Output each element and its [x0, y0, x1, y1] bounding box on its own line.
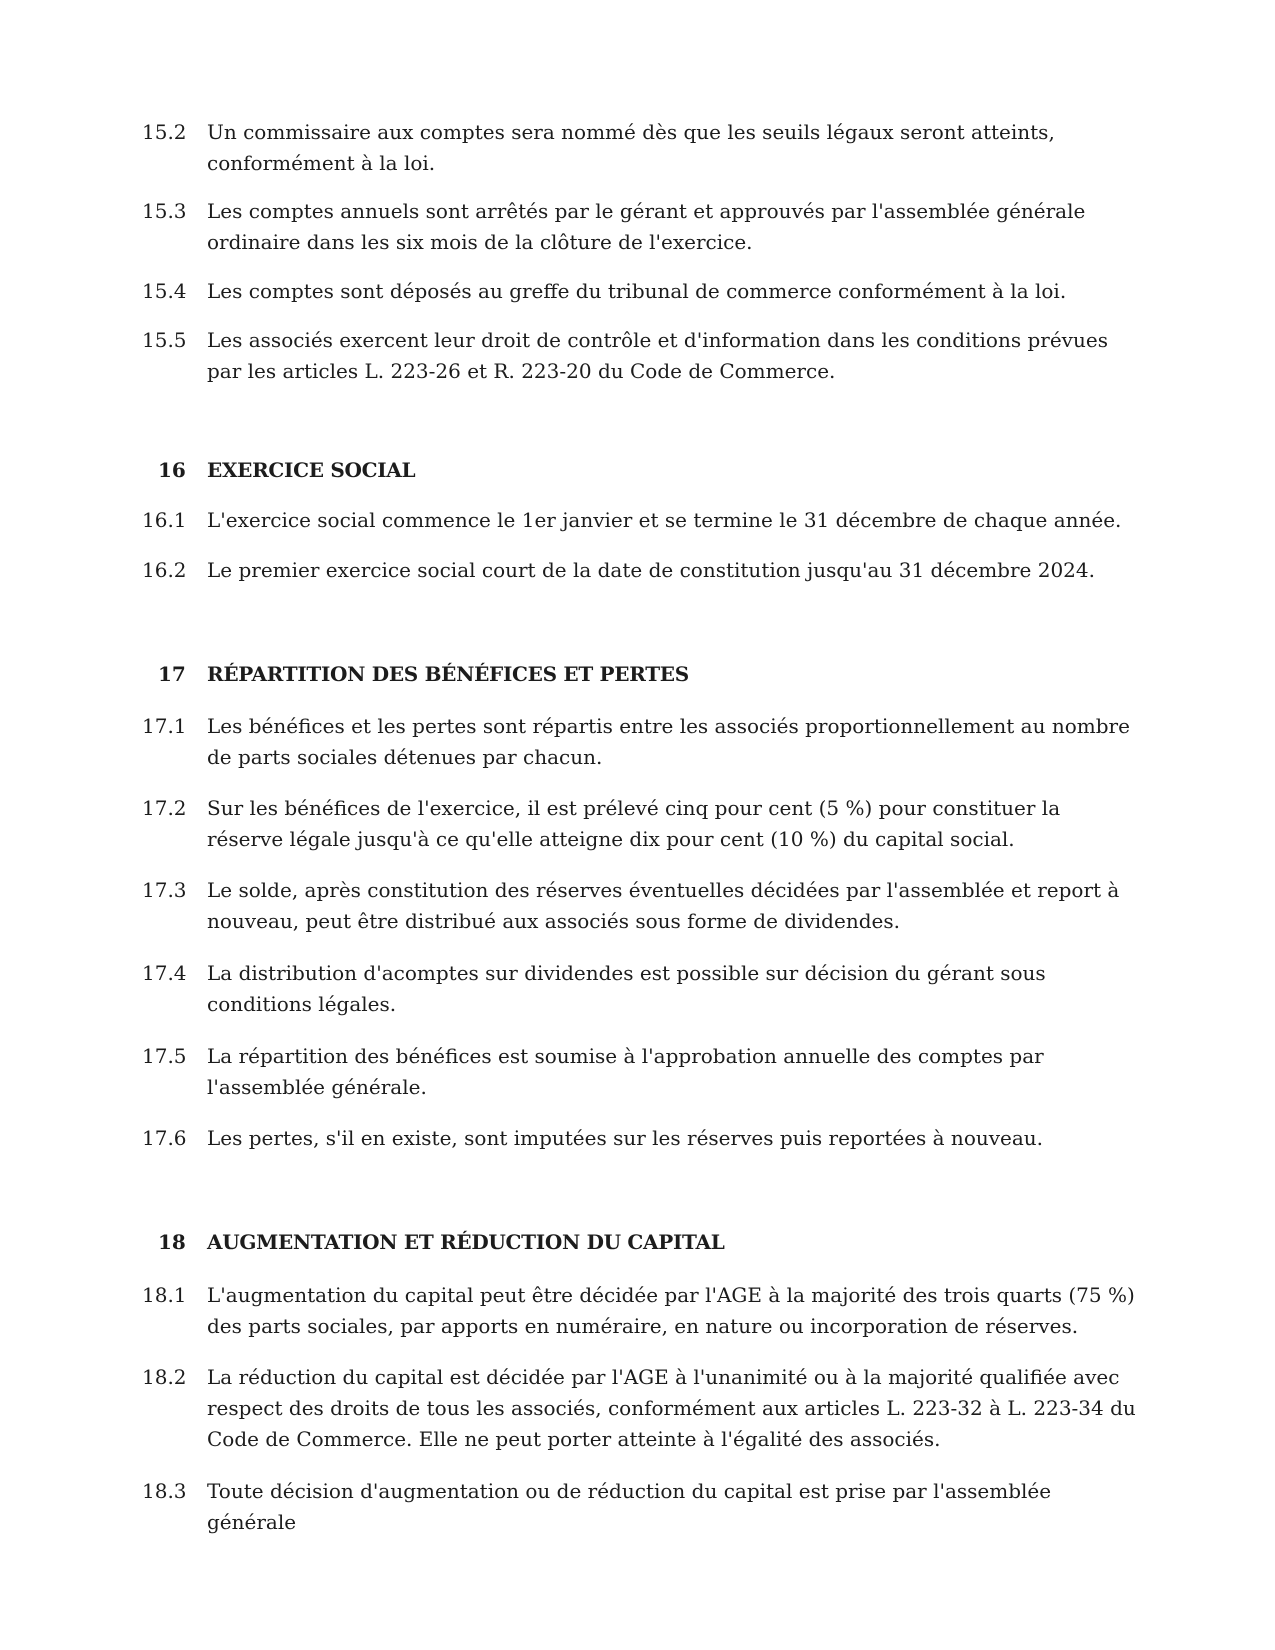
- clause-text: La réduction du capital est décidée par l'AGE à l'unanimité ou à la majorité qualifiée avec respect des droits de tous les associés, conformément aux articles L. 223-32 à L. 223-34 du Code de Commerce. Elle ne peut porter atteinte à l'égalité des associés.: [207, 1365, 1136, 1451]
- clause-number: 15.5: [142, 328, 187, 352]
- clause-number: 17.1: [142, 714, 187, 738]
- clause-number: 18.3: [142, 1479, 187, 1503]
- clause-number: 17.6: [142, 1126, 187, 1150]
- clause-number: 16.2: [142, 558, 187, 582]
- clause-number: 15.3: [142, 199, 187, 223]
- clause-text: Le solde, après constitution des réserves éventuelles décidées par l'assemblée et report à nouveau, peut être distribué aux associés sous forme de dividendes.: [207, 878, 1120, 933]
- clause-text: L'exercice social commence le 1er janvier et se termine le 31 décembre de chaque année.: [207, 508, 1122, 532]
- clause-text: Les associés exercent leur droit de contrôle et d'information dans les conditions prévues par les articles L. 223-26 et R. 223-20 du Code de Commerce.: [207, 328, 1108, 383]
- clause-text: L'augmentation du capital peut être décidée par l'AGE à la majorité des trois quarts (75 %) des parts sociales, par apports en numéraire, en nature ou incorporation de réserves.: [207, 1283, 1135, 1338]
- clause-text: Les pertes, s'il en existe, sont imputées sur les réserves puis reportées à nouveau.: [207, 1126, 1044, 1150]
- section-number: 16: [158, 458, 186, 482]
- section-title: AUGMENTATION ET RÉDUCTION DU CAPITAL: [207, 1230, 725, 1254]
- clause-number: 15.4: [142, 279, 187, 303]
- clause-text: La répartition des bénéfices est soumise à l'approbation annuelle des comptes par l'assemblée générale.: [207, 1044, 1044, 1099]
- clause-text: Les bénéfices et les pertes sont répartis entre les associés proportionnellement au nombre de parts sociales détenues par chacun.: [207, 714, 1130, 769]
- section-number: 18: [158, 1230, 186, 1254]
- section-title: EXERCICE SOCIAL: [207, 458, 416, 482]
- clause-text: La distribution d'acomptes sur dividendes est possible sur décision du gérant sous conditions légales.: [207, 961, 1046, 1016]
- clause-number: 18.1: [142, 1283, 187, 1307]
- clause-number: 17.5: [142, 1044, 187, 1068]
- clause-number: 15.2: [142, 120, 187, 144]
- clause-text: Un commissaire aux comptes sera nommé dès que les seuils légaux seront atteints, conformément à la loi.: [207, 120, 1055, 175]
- clause-number: 17.4: [142, 961, 187, 985]
- clause-number: 16.1: [142, 508, 187, 532]
- section-title: RÉPARTITION DES BÉNÉFICES ET PERTES: [207, 662, 689, 686]
- clause-number: 17.2: [142, 796, 187, 820]
- clause-text: Sur les bénéfices de l'exercice, il est prélevé cinq pour cent (5 %) pour constituer la réserve légale jusqu'à ce qu'elle atteigne dix pour cent (10 %) du capital social.: [207, 796, 1061, 851]
- clause-text: Les comptes annuels sont arrêtés par le gérant et approuvés par l'assemblée générale ordinaire dans les six mois de la clôture de l'exercice.: [207, 199, 1086, 254]
- section-number: 17: [158, 662, 186, 686]
- clause-text: Le premier exercice social court de la date de constitution jusqu'au 31 décembre 2024.: [207, 558, 1095, 582]
- clause-text: Toute décision d'augmentation ou de réduction du capital est prise par l'assemblée générale: [207, 1479, 1052, 1534]
- clause-number: 18.2: [142, 1365, 187, 1389]
- clause-number: 17.3: [142, 878, 187, 902]
- clause-text: Les comptes sont déposés au greffe du tribunal de commerce conformément à la loi.: [207, 279, 1067, 303]
